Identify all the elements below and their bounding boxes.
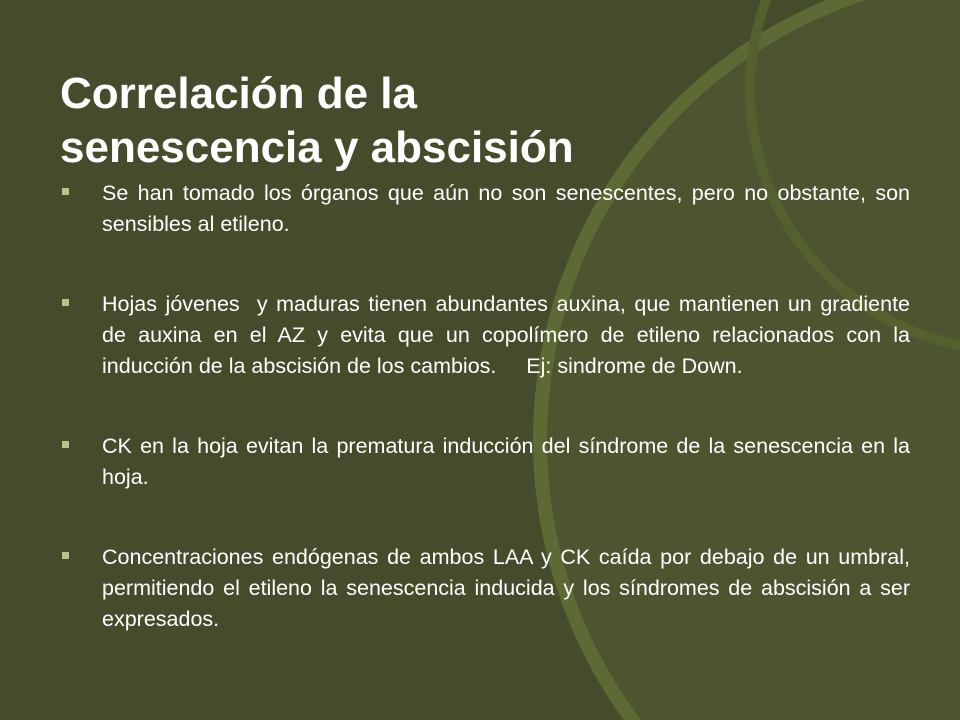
- bullet-item: [62, 542, 910, 635]
- slide-title-line-1: Correlación de la: [60, 69, 418, 119]
- square-bullet-icon: [62, 299, 69, 306]
- bullet-text: Hojas jóvenes y maduras tienen abundantes auxina, que mantienen un gradiente de auxina en el AZ y evita que un copolímero de etileno relacionados con la inducción de la abscisión de los cambios. Ej: sindrome de Down.: [102, 292, 916, 378]
- bullet-item: [62, 431, 910, 493]
- bullet-text: Concentraciones endógenas de ambos LAA y CK caída por debajo de un umbral, permitiendo el etileno la senescencia inducida y los síndromes de abscisión a ser expresados.: [102, 545, 910, 631]
- slide-title: [60, 67, 880, 175]
- bullet-text: Se han tomado los órganos que aún no son senescentes, pero no obstante, son sensibles al etileno.: [102, 181, 910, 236]
- bullet-text: CK en la hoja evitan la prematura inducción del síndrome de la senescencia en la hoja.: [102, 434, 910, 489]
- square-bullet-icon: [62, 552, 69, 559]
- slide-title-line-2: senescencia y abscisión: [60, 123, 574, 173]
- bullet-list: [62, 178, 916, 635]
- square-bullet-icon: [62, 188, 69, 195]
- bullet-item: [62, 289, 916, 382]
- bullet-item: [62, 178, 910, 240]
- square-bullet-icon: [62, 441, 69, 448]
